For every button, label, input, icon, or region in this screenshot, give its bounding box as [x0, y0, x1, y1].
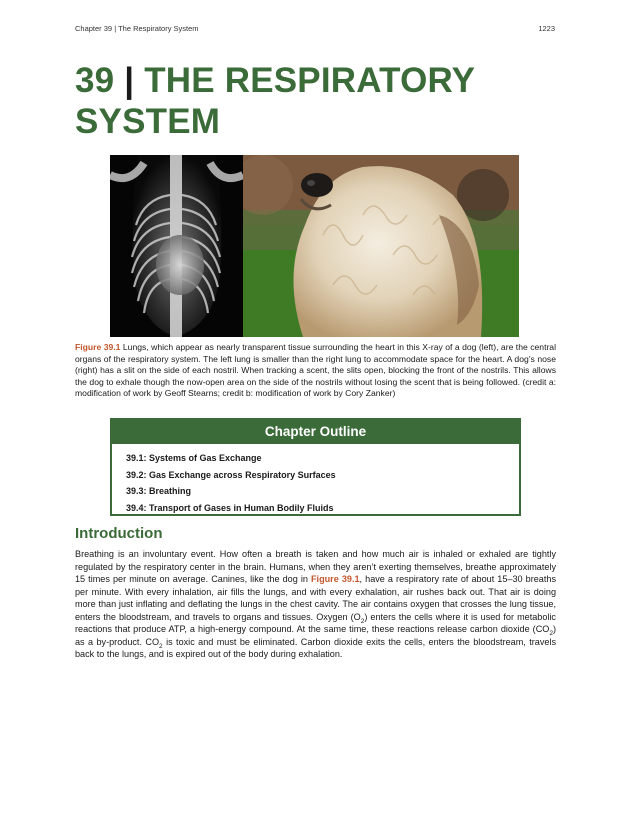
figure-caption-text: Lungs, which appear as nearly transparent tissue surrounding the heart in this X-ray of a dog (left), are the central organs of the respiratory system. The left lung is smaller than the right lung to accommodate space for the heart. A dog’s nose (right) has a slit on the side of each nostril. When tracking a scent, the slits open, blocking the front of the nostrils. This allows the dog to exhale though the now-open area on the side of the nostrils without losing the scent that is being followed. (credit a: modification of work by Geoff Stearns; credit b: modification of work by Cory Zanker) — [75, 342, 557, 399]
intro-text-1: Breathing is an involuntary event. How often a breath is taken and how much air is inhaled or exhaled are tightly regulated by the respiratory center in the brain. Humans, when they aren’t exerting themselves, breathe approximately 15 times per minute on average. Canines, like the dog in — [75, 549, 556, 584]
chapter-outline-list — [112, 444, 519, 516]
figure-39-1 — [110, 155, 519, 337]
dog-nose-photo — [243, 155, 519, 337]
running-header — [75, 24, 555, 33]
outline-item-39-4[interactable]: 39.4: Transport of Gases in Human Bodily Fluids — [126, 502, 334, 513]
outline-item-39-2[interactable]: 39.2: Gas Exchange across Respiratory Surfaces — [126, 469, 336, 480]
figure-caption — [75, 342, 556, 400]
dog-photo-illustration — [243, 155, 519, 337]
introduction-heading: Introduction — [75, 525, 163, 542]
oxygen-subscript: 2 — [360, 617, 365, 625]
co2-subscript-2: 2 — [159, 642, 163, 650]
chapter-number: 39 — [75, 61, 115, 100]
xray-illustration — [110, 155, 243, 337]
co2-subscript-1: 2 — [549, 629, 553, 637]
title-separator: | — [124, 61, 135, 100]
chapter-outline-box — [110, 418, 521, 516]
intro-text-4: ) as a by-product. CO — [75, 624, 556, 647]
intro-text-2: , have a respiratory rate of about 15–30 breaths per minute. With every inhalation, air fills the lungs, and with every exhalation, air rushes back out. That air is doing more than just inflating and deflating the lungs in the chest cavity. The air contains oxygen that crosses the lung tissue, enters the bloodstream, and travels to organs and tissues. Oxygen (O — [75, 574, 556, 622]
chapter-outline-heading: Chapter Outline — [112, 420, 519, 444]
chapter-title-text: THE RESPIRATORY SYSTEM — [75, 61, 475, 141]
header-chapter: Chapter 39 | The Respiratory System — [75, 24, 199, 33]
chapter-title — [75, 60, 555, 142]
outline-item-39-3[interactable]: 39.3: Breathing — [126, 486, 192, 497]
introduction-paragraph — [75, 548, 556, 661]
outline-item-39-1[interactable]: 39.1: Systems of Gas Exchange — [126, 453, 262, 463]
intro-text-3: ) enters the cells where it is used for metabolic reactions that produce ATP, a high-energy compound. At the same time, these reactions release carbon dioxide (CO — [75, 611, 556, 634]
figure-39-1-link[interactable]: Figure 39.1 — [310, 574, 360, 584]
page-number: 1223 — [538, 24, 555, 33]
figure-label: Figure 39.1 — [75, 342, 121, 352]
intro-text-5: is toxic and must be eliminated. Carbon dioxide exits the cells, enters the bloodstream, travels back to the lungs, and is expired out of the body during exhalation. — [75, 636, 557, 659]
dog-xray-image — [110, 155, 243, 337]
